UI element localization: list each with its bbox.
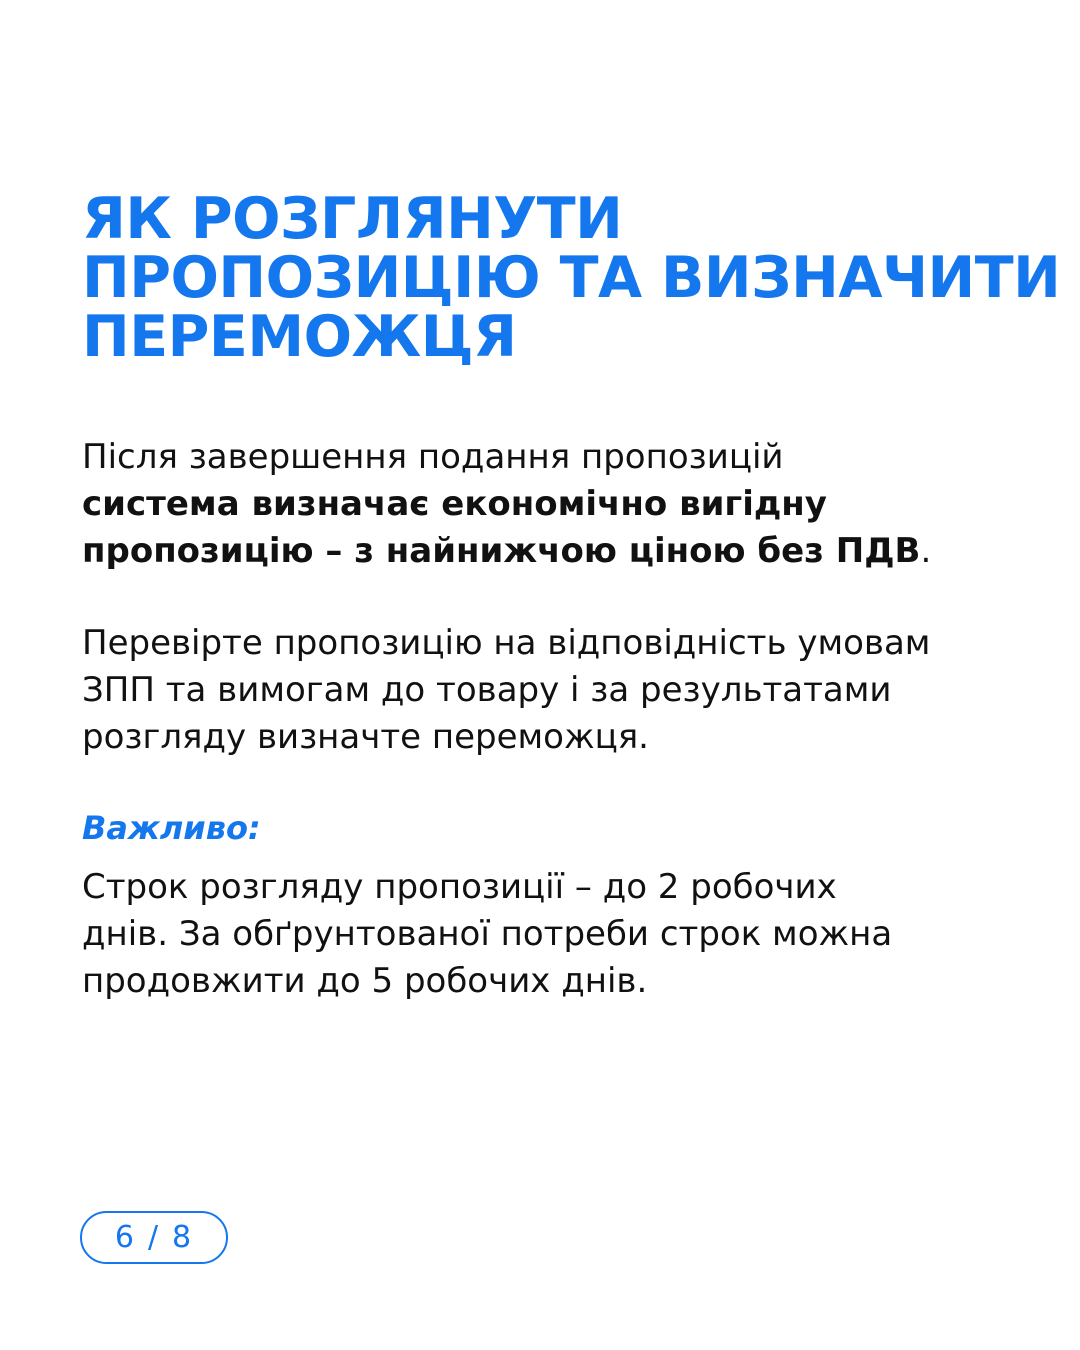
page-indicator [80,1211,228,1264]
paragraph-period: . [920,531,932,571]
title-line: ПЕРЕМОЖЦЯ [82,304,517,370]
paragraph-line: Після завершення подання пропозицій [82,437,784,477]
paragraph-bold-text: пропозицію – з найнижчою ціною без ПДВ [82,531,921,571]
title-line: ЯК РОЗГЛЯНУТИ [82,186,623,252]
paragraph-line: Перевірте пропозицію на відповідність умовам [82,623,931,663]
important-paragraph [82,864,1032,1005]
page-current: 6 [114,1220,136,1255]
page-total: 8 [172,1220,194,1255]
paragraph-line: ЗПП та вимогам до товару і за результатами [82,670,892,710]
paragraph-line: продовжити до 5 робочих днів. [82,961,648,1001]
paragraph-line: розгляду визначте переможця. [82,717,649,757]
page-separator: / [147,1220,161,1255]
title-line: ПРОПОЗИЦІЮ ТА ВИЗНАЧИТИ [82,245,1061,311]
paragraph-line-mixed [82,528,1032,575]
paragraph-line-bold: система визначає економічно вигідну [82,484,827,524]
paragraph-line: днів. За обґрунтованої потреби строк можна [82,914,893,954]
check-paragraph [82,620,1032,761]
important-label: Важливо: [82,809,261,847]
slide-title [82,186,1061,370]
intro-paragraph [82,434,1032,575]
paragraph-line: Строк розгляду пропозиції – до 2 робочих [82,867,837,907]
